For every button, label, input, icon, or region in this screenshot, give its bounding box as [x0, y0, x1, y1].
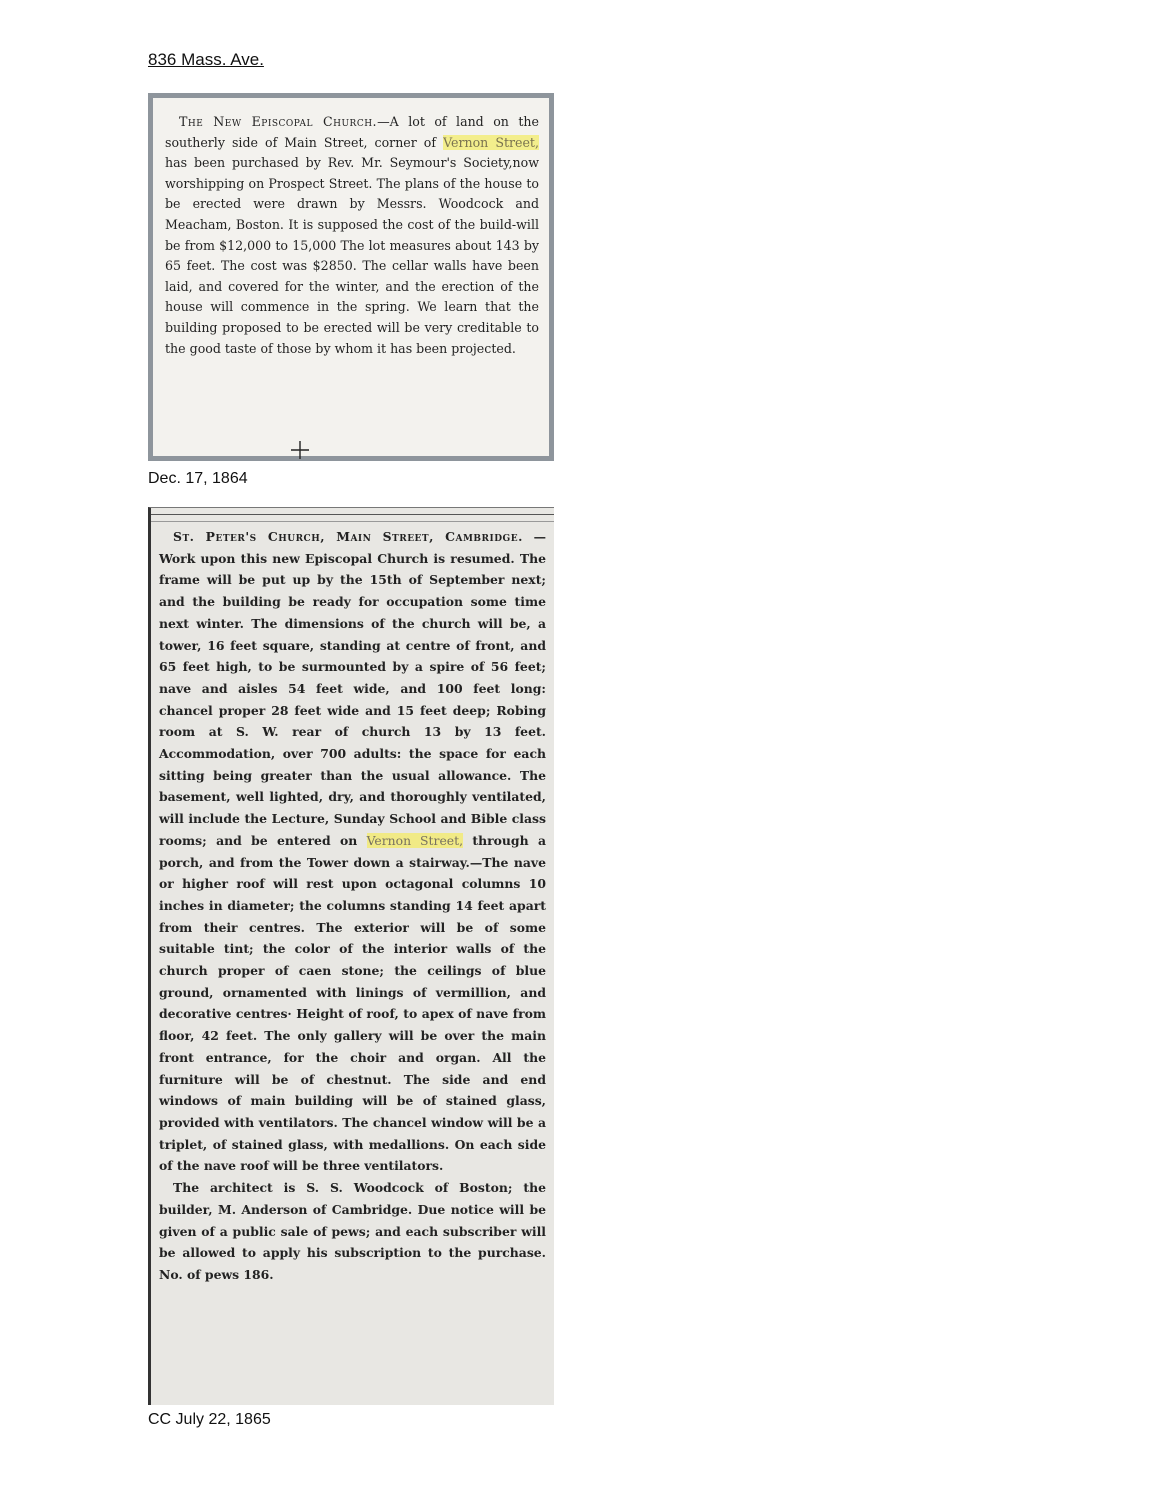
clipping-1865-body-after: through a porch, and from the Tower down a stairway.—The nave or higher roof will rest upon octagonal columns 10 inches in diameter; the columns standing 14 feet apart from their centres. The exterior will be of some suitable tint; the color of the interior walls of the church proper of caen stone; the ceilings of blue ground, ornamented with linings of vermillion, and decorative centres· Height of roof, to apex of nave from floor, 42 feet. The only gallery will be over the main front entrance, for the choir and organ. All the furniture will be of chestnut. The side and end windows of main building will be of stained glass, provided with ventilators. The chancel window will be a triplet, of stained glass, with medallions. On each side of the nave roof will be three ventilators. [159, 832, 546, 1174]
clipping-1864-text [165, 112, 539, 359]
caption-1864: Dec. 17, 1864 [148, 470, 248, 487]
highlight-vernon-street-2: Vernon Street, [366, 832, 464, 848]
clipping-1865-title: St. Peter's Church, Main Street, Cambridge. [173, 529, 523, 544]
clipping-top-rule [151, 514, 554, 522]
clipping-1865-text [159, 526, 546, 1177]
clipping-1864-title: The New Episcopal Church. [179, 114, 378, 129]
newspaper-clipping-1865 [148, 507, 554, 1405]
highlight-vernon-street: Vernon Street, [443, 134, 539, 150]
page-header-address: 836 Mass. Ave. [148, 50, 264, 69]
crosshair-cursor-icon [289, 439, 311, 461]
caption-1865: CC July 22, 1865 [148, 1411, 271, 1428]
clipping-1864-body-after: has been purchased by Rev. Mr. Seymour's Society,now worshipping on Prospect Street. The plans of the house to be erected were drawn by Messrs. Woodcock and Meacham, Boston. It is supposed the cost of the build-will be from $12,000 to 15,000 The lot measures about 143 by 65 feet. The cost was $2850. The cellar walls have been laid, and covered for the winter, and the erection of the house will commence in the spring. We learn that the building proposed to be erected will be very creditable to the good taste of those by whom it has been projected. [165, 155, 539, 356]
newspaper-clipping-1864 [148, 93, 554, 461]
clipping-1865-body-before: — Work upon this new Episcopal Church is resumed. The frame will be put up by the 15th of September next; and the building be ready for occupation some time next winter. The dimensions of the church will be, a tower, 16 feet square, standing at centre of front, and 65 feet high, to be surmounted by a spire of 56 feet; nave and aisles 54 feet wide, and 100 feet long: chancel proper 28 feet wide and 15 feet deep; Robing room at S. W. rear of church 13 by 13 feet. Accommodation, over 700 adults: the space for each sitting being greater than the usual allowance. The basement, well lighted, dry, and thoroughly ventilated, will include the Lecture, Sunday School and Bible class rooms; and be entered on [159, 529, 546, 848]
clipping-1865-paragraph-2: The architect is S. S. Woodcock of Boston; the builder, M. Anderson of Cambridge. Due notice will be given of a public sale of pews; and each subscriber will be allowed to apply his subscription to the purchase. No. of pews 186. [159, 1180, 546, 1282]
clipping-1864-body-before: —A lot of land on the southerly side of Main Street, corner of [165, 114, 539, 150]
